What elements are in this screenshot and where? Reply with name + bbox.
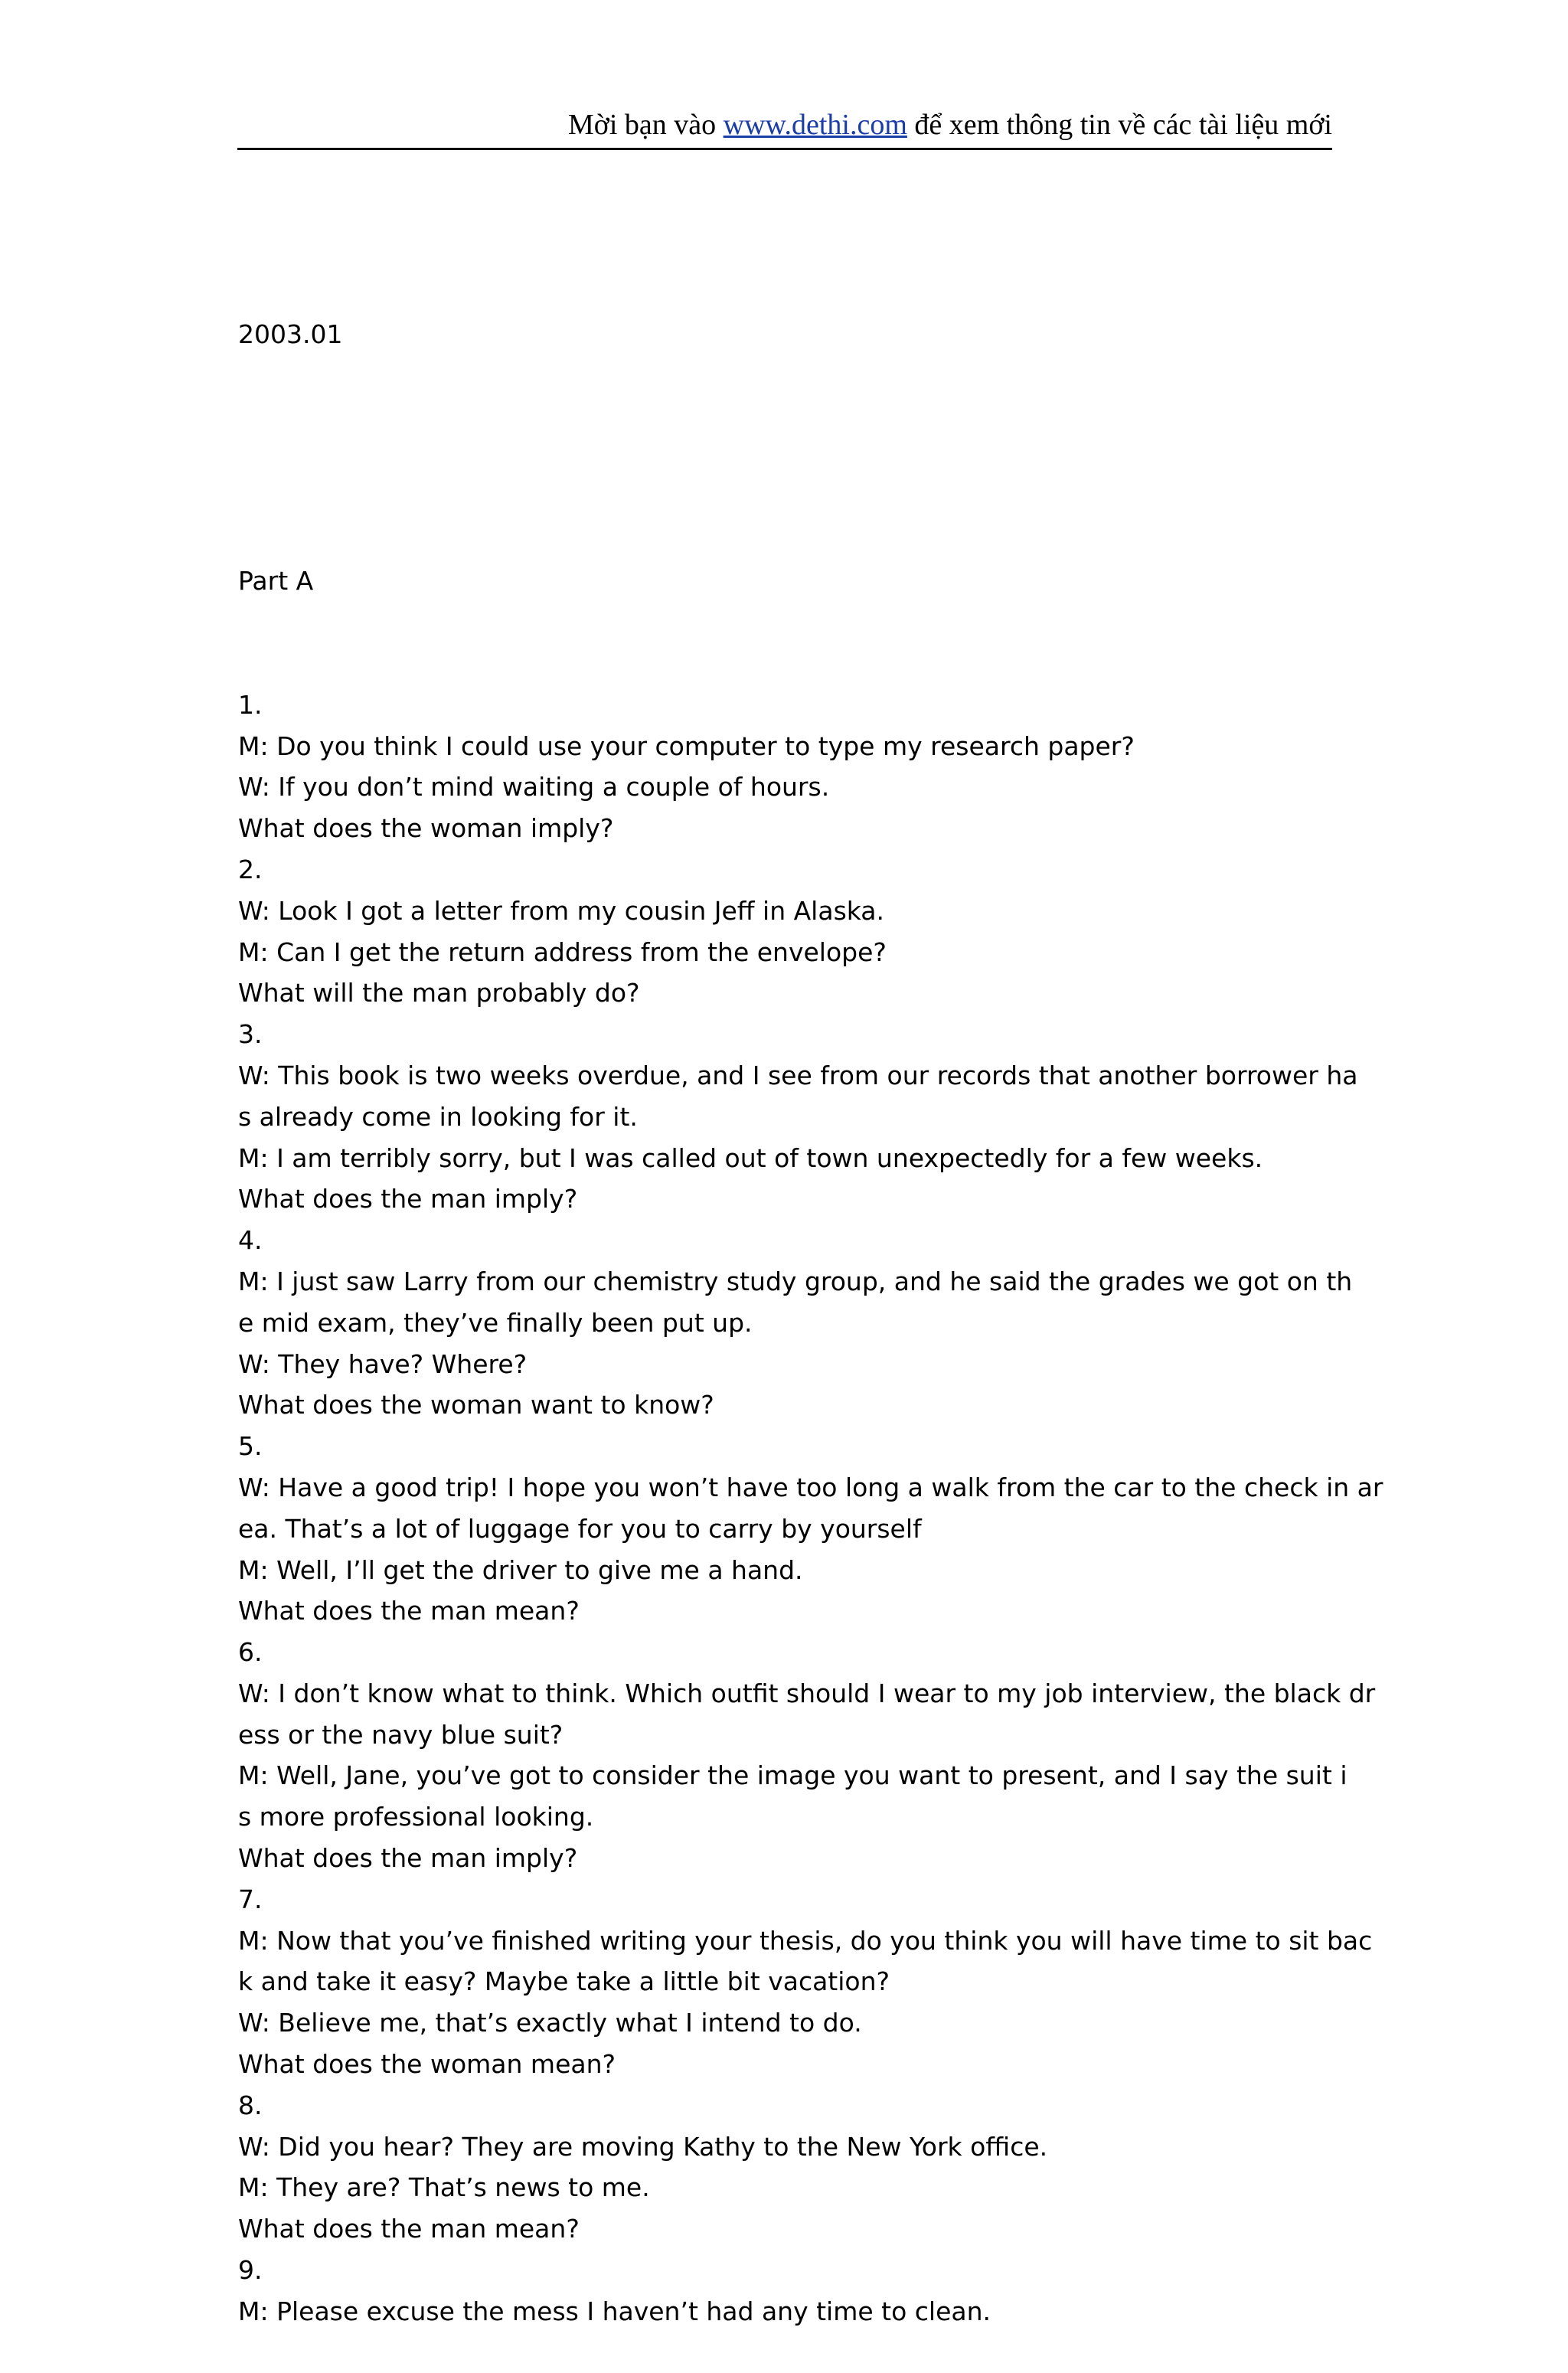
transcript-line: W: Believe me, that’s exactly what I intend to do. <box>238 2008 862 2038</box>
header-prefix: Mời bạn vào <box>567 109 724 141</box>
header-suffix: để xem thông tin về các tài liệu mới <box>906 109 1332 141</box>
transcript-line: M: Do you think I could use your computer to type my research paper? <box>238 731 1135 761</box>
transcript-line: 7. <box>238 1884 263 1914</box>
transcript-line: M: They are? That’s news to me. <box>238 2172 650 2203</box>
transcript-line: W: If you don’t mind waiting a couple of hours. <box>238 772 830 802</box>
transcript-line: M: I just saw Larry from our chemistry study group, and he said the grades we got on th <box>238 1266 1353 1296</box>
transcript-line: M: Well, Jane, you’ve got to consider the image you want to present, and I say the suit i <box>238 1760 1348 1791</box>
transcript-line: M: I am terribly sorry, but I was called out of town unexpectedly for a few weeks. <box>238 1142 1263 1173</box>
transcript-line: M: Now that you’ve finished writing your thesis, do you think you will have time to sit bac <box>238 1925 1373 1956</box>
transcript-line: 6. <box>238 1637 263 1668</box>
transcript-lines <box>238 685 1383 2332</box>
transcript-line: What does the woman want to know? <box>238 1390 714 1420</box>
transcript-line: 2. <box>238 854 263 884</box>
transcript-line: ess or the navy blue suit? <box>238 1719 564 1750</box>
transcript-line: s more professional looking. <box>238 1802 594 1832</box>
transcript-line: ea. That’s a lot of luggage for you to carry by yourself <box>238 1513 922 1544</box>
transcript-line: 8. <box>238 2090 263 2120</box>
transcript-line: What does the man mean? <box>238 2214 580 2244</box>
transcript-line: W: Have a good trip! I hope you won’t have too long a walk from the car to the check in ar <box>238 1472 1383 1502</box>
transcript-line: k and take it easy? Maybe take a little bit vacation? <box>238 1966 890 1997</box>
document-body <box>238 231 1383 2373</box>
transcript-line: 4. <box>238 1225 263 1256</box>
transcript-line: What does the woman mean? <box>238 2049 616 2080</box>
transcript-line: 5. <box>238 1431 263 1462</box>
transcript-line: s already come in looking for it. <box>238 1101 638 1132</box>
page-header <box>237 106 1332 150</box>
transcript-line: What will the man probably do? <box>238 978 640 1008</box>
transcript-line: M: Can I get the return address from the envelope? <box>238 936 887 967</box>
transcript-line: W: Did you hear? They are moving Kathy to the New York office. <box>238 2131 1048 2162</box>
transcript-line: W: This book is two weeks overdue, and I see from our records that another borrower ha <box>238 1060 1358 1090</box>
transcript-line: What does the man imply? <box>238 1843 578 1874</box>
transcript-line: W: I don’t know what to think. Which outfit should I wear to my job interview, the black dr <box>238 1678 1376 1708</box>
part-heading: Part A <box>238 566 314 597</box>
transcript-line: M: Please excuse the mess I haven’t had any time to clean. <box>238 2296 991 2326</box>
transcript-line: 9. <box>238 2255 263 2286</box>
transcript-line: W: Look I got a letter from my cousin Jeff in Alaska. <box>238 895 884 926</box>
document-code: 2003.01 <box>238 319 343 349</box>
transcript-line: W: They have? Where? <box>238 1348 528 1379</box>
transcript-line: M: Well, I’ll get the driver to give me a hand. <box>238 1554 803 1585</box>
transcript-line: What does the man imply? <box>238 1184 578 1214</box>
transcript-line: What does the man mean? <box>238 1596 580 1626</box>
transcript-line: What does the woman imply? <box>238 813 614 844</box>
dethi-link[interactable]: www.dethi.com <box>723 109 907 141</box>
transcript-line: e mid exam, they’ve finally been put up. <box>238 1307 753 1338</box>
transcript-line: 1. <box>238 689 263 720</box>
transcript-line: 3. <box>238 1019 263 1050</box>
blank-line <box>238 437 1341 479</box>
